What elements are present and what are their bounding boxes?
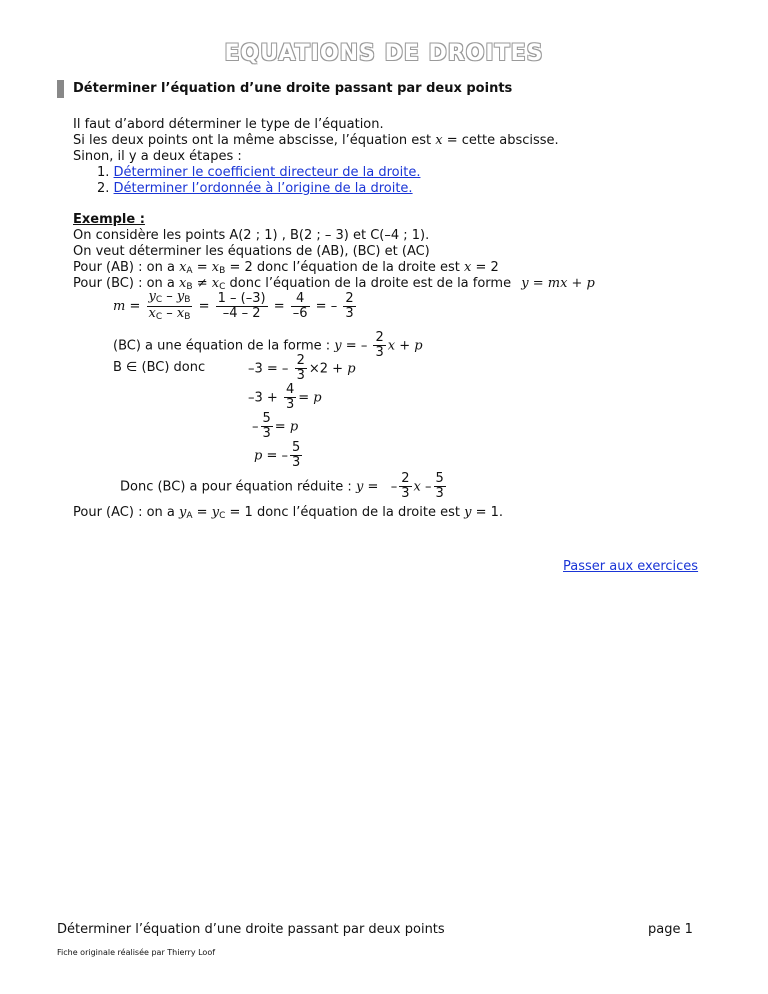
b-in-bc: B ∈ (BC) donc: [113, 360, 206, 375]
step-1: 1. Déterminer le coefficient directeur de la droite.: [97, 165, 421, 180]
page-title: EQUATIONS DE DROITES: [224, 41, 544, 66]
intro-line-3: Sinon, il y a deux étapes :: [73, 149, 242, 164]
example-heading: Exemple :: [73, 212, 145, 227]
example-line-1: On considère les points A(2 ; 1) , B(2 ; – 3) et C(–4 ; 1).: [73, 228, 430, 243]
eq-step-3: – $\frac{5}{3}$ = p: [252, 411, 299, 442]
intro-line-2: Si les deux points ont la même abscisse, l’équation est x = cette abscisse.: [73, 133, 559, 148]
slope-fraction-1: $\frac{y_C - y_B}{x_C - x_B}$: [148, 289, 191, 322]
section-heading: Déterminer l’équation d’une droite passant par deux points: [73, 81, 513, 96]
section-marker: [57, 80, 64, 98]
page-number: page 1: [648, 922, 693, 937]
eq-step-2: –3 + $\frac{4}{3}$ = p: [248, 382, 322, 413]
eq-step-1: –3 = – $\frac{2}{3}$ ×2 + p: [248, 353, 356, 384]
slope-result: $\frac{2}{3}$: [345, 290, 354, 321]
intro-line-1: Il faut d’abord déterminer le type de l’équation.: [73, 117, 384, 132]
slope-fraction-3: $\frac{4}{-6}$: [292, 290, 308, 321]
ac-line: Pour (AC) : on a $y_A = y_C = 1$ donc l’équation de la droite est y = 1.: [73, 505, 504, 521]
ab-line: Pour (AB) : on a $x_A = x_B = 2$ donc l’équation de la droite est x = 2: [73, 260, 499, 276]
example-line-2: On veut déterminer les équations de (AB), (BC) et (AC): [73, 244, 430, 259]
footer-title: Déterminer l’équation d’une droite passant par deux points: [57, 922, 445, 937]
bc-form-line: (BC) a une équation de la forme : y = – $\frac{2}{3}$ x + p: [113, 330, 423, 361]
slope-fraction-2: $\frac{1 - (-3)}{-4 - 2}$: [217, 290, 266, 321]
step-2: 2. Déterminer l’ordonnée à l’origine de la droite.: [97, 181, 413, 196]
bc-line: Pour (BC) : on a $x_B \ne x_C$ donc l’équation de la droite est de la forme y = mx + p: [73, 276, 595, 292]
reduced-equation: Donc (BC) a pour équation réduite : y = – $\frac{2}{3}$ x – $\frac{5}{3}$: [120, 471, 444, 502]
step-1-link[interactable]: Déterminer le coefficient directeur de la droite.: [113, 165, 421, 180]
step-2-link[interactable]: Déterminer l’ordonnée à l’origine de la droite.: [113, 181, 413, 196]
exercises-link[interactable]: Passer aux exercices: [563, 559, 699, 574]
slope-line: m = $\frac{y_C - y_B}{x_C - x_B}$ = $\frac{1 - (-3)}{-4 - 2}$ = $\frac{4}{-6}$ = – $\frac{2}{3}$: [113, 289, 354, 322]
eq-step-4: p = – $\frac{5}{3}$: [254, 440, 301, 471]
footer-credit: Fiche originale réalisée par Thierry Loof: [57, 948, 216, 957]
